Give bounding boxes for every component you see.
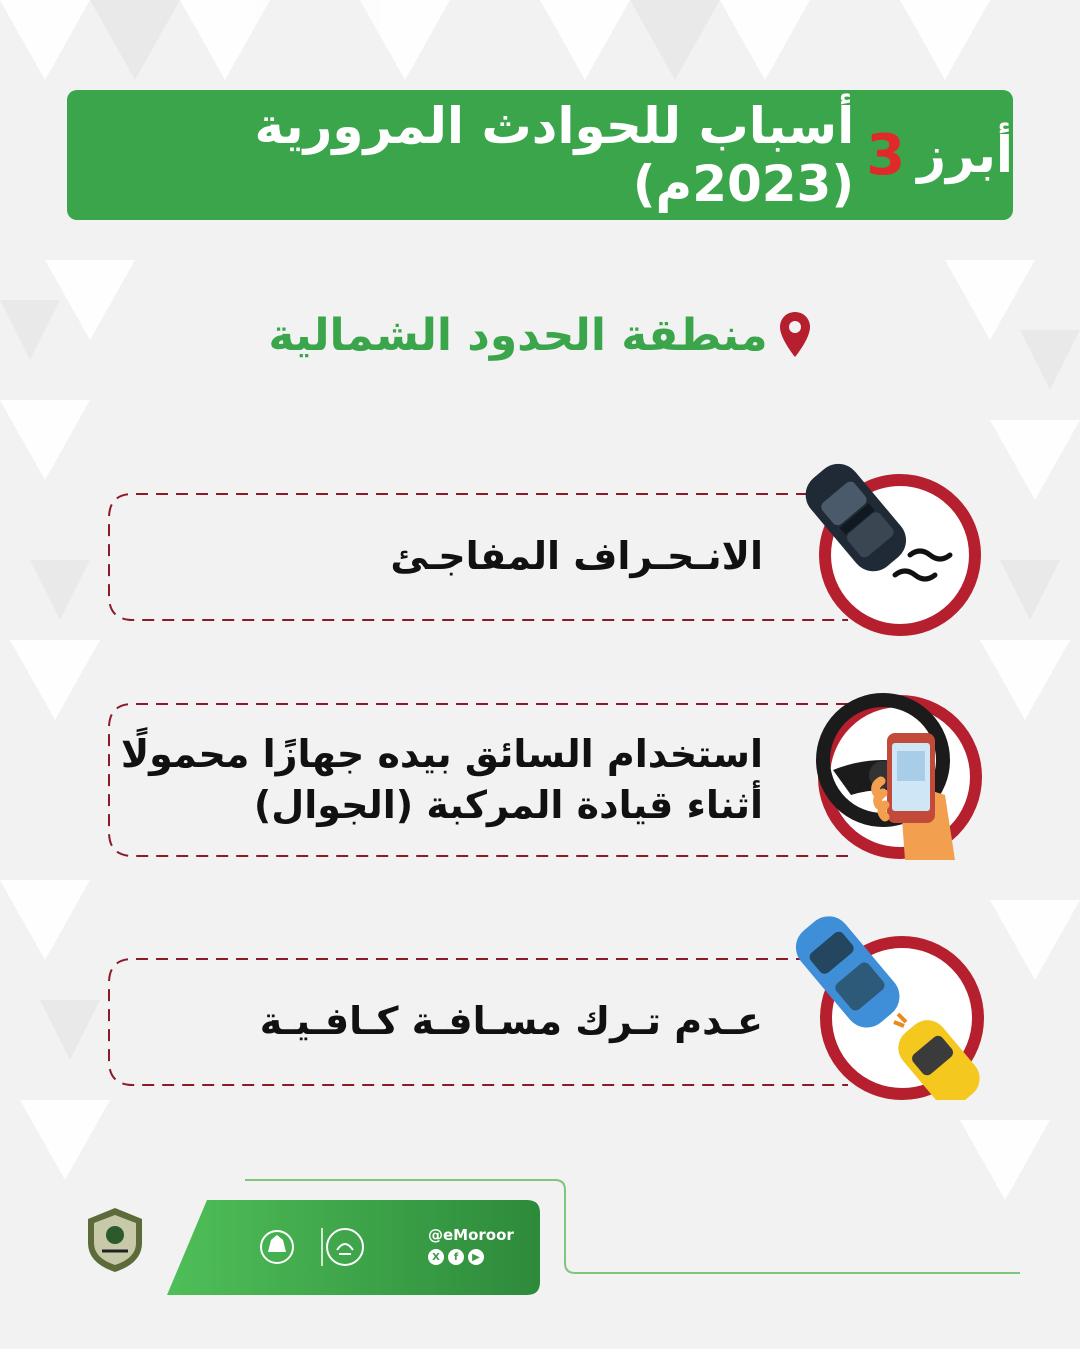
location-pin-icon [778,310,812,360]
footer-bar [167,1200,540,1295]
cause-card-1 [108,493,868,621]
cause-card-3 [108,958,868,1086]
social-handle[interactable]: @eMoroor [428,1226,514,1244]
traffic-department-logo [80,1205,150,1275]
cause-text-line: عـدم تـرك مسـافـة كـافـيـة [259,999,763,1044]
skidding-car-icon [795,455,985,640]
youtube-icon[interactable]: ▶ [468,1249,484,1265]
title-number: 3 [866,122,906,188]
car-collision-icon [790,910,990,1100]
cause-text [260,958,763,1086]
cause-text-line: الانـحـراف المفاجـئ [390,534,763,579]
cause-text-line-1: استخدام السائق بيده جهازًا محمولًا [120,731,763,776]
cause-text [121,703,763,857]
x-icon[interactable]: X [428,1249,444,1265]
cause-text-line-2: أثناء قيادة المركبة (الجوال) [253,783,763,827]
facebook-icon[interactable]: f [448,1249,464,1265]
phone-while-driving-icon [805,685,985,865]
title-banner [67,90,1013,220]
cause-text [390,493,763,621]
title-rest: أسباب للحوادث المرورية (2023م) [254,97,855,213]
cause-card-2 [108,703,868,857]
region-heading [240,295,840,375]
title-prefix: أبرز [917,126,1013,184]
social-links [428,1249,484,1265]
region-name: منطقة الحدود الشمالية [268,309,768,361]
